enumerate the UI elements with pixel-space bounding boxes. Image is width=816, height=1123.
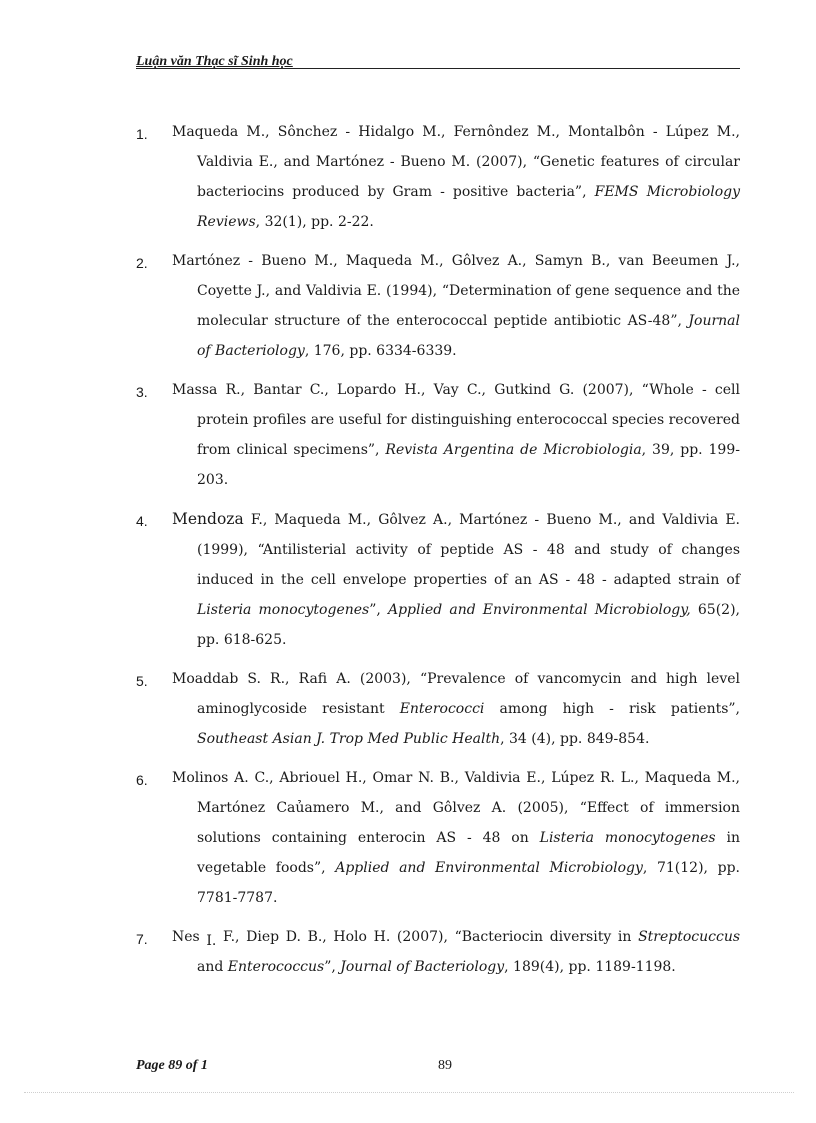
footer-page-number: 89 — [438, 1058, 452, 1073]
reference-number: 1. — [136, 126, 148, 142]
reference-text — [172, 763, 740, 913]
reference-italic-segment: Listeria monocytogenes — [539, 830, 716, 846]
reference-italic-segment: Applied and Environmental Microbiology — [335, 860, 643, 876]
reference-text — [172, 664, 741, 754]
reference-italic-segment: Enterococci — [399, 701, 485, 717]
reference-number: 5. — [136, 673, 148, 689]
reference-number: 4. — [136, 513, 148, 529]
reference-text — [172, 504, 740, 655]
reference-segment: , 189(4), pp. 1189-1198. — [504, 959, 676, 975]
reference-text — [172, 246, 740, 366]
reference-segment: Martónez - Bueno M., Maqueda M., Gôlvez A., Samyn B., van Beeumen J., Coyette J., and Valdivia E. (1994), “Determination of gene sequence and the molecular structure of the enterococcal peptide antibiotic AS-48”, — [172, 253, 740, 329]
reference-item — [136, 246, 740, 366]
reference-italic-segment: Southeast Asian J. Trop Med Public Health — [197, 731, 501, 747]
reference-segment: , 34 (4), pp. 849-854. — [500, 731, 650, 747]
reference-number: 2. — [136, 255, 148, 271]
reference-list — [136, 117, 740, 991]
reference-segment: ”, — [369, 602, 388, 618]
reference-number: 3. — [136, 384, 148, 400]
reference-segment: F., Maqueda M., Gôlvez A., Martónez - Bueno M., and Valdivia E. (1999), “Antilisterial activity of peptide AS - 48 and study of changes induced in the cell envelope properties of an AS - 48 - adapted strain of — [197, 512, 740, 588]
reference-text — [172, 375, 740, 495]
reference-item — [136, 504, 740, 655]
page-header — [136, 50, 740, 69]
reference-segment: 65(2), pp. 618-625. — [197, 602, 740, 648]
reference-segment: , 176, pp. 6334-6339. — [304, 343, 457, 359]
page-footer — [136, 1058, 740, 1078]
reference-italic-segment: Streptocuccus — [638, 929, 741, 945]
reference-number: 7. — [136, 931, 148, 947]
reference-segment: ”, — [324, 959, 341, 975]
reference-segment: Molinos A. C., Abriouel H., Omar N. B., Valdivia E., Lúpez R. L., Maqueda M., Martónez Caủamero M., and Gôlvez A. (2005), “Effect of immersion solutions containing enterocin AS - 48 on — [172, 770, 740, 846]
reference-italic-segment: Journal of Bacteriology — [197, 313, 740, 359]
reference-italic-segment: Revista Argentina de Microbiologia — [385, 442, 642, 458]
reference-segment: and — [197, 959, 228, 975]
footer-page-label: Page 89 of 1 — [136, 1058, 208, 1073]
reference-segment: Mendoza — [172, 510, 244, 528]
reference-segment: Nes — [172, 929, 207, 945]
reference-italic-segment: Applied and Environmental Microbiology, — [387, 602, 691, 618]
reference-italic-segment: Journal of Bacteriology — [340, 959, 505, 975]
reference-segment: Moaddab S. R., Rafi A. (2003), “Prevalence of vancomycin and high level aminoglycoside resistant — [172, 671, 740, 717]
reference-segment: , 71(12), pp. 7781-7787. — [197, 860, 740, 906]
reference-text — [172, 117, 740, 237]
reference-segment: Maqueda M., Sônchez - Hidalgo M., Fernôndez M., Montalbôn - Lúpez M., Valdivia E., and Martónez - Bueno M. (2007), “Genetic features of circular bacteriocins produced by Gram - positive bacteria”, — [172, 124, 740, 200]
reference-italic-segment: FEMS Microbiology Reviews — [197, 184, 740, 230]
reference-segment: among high - risk patients”, — [484, 701, 741, 717]
reference-number: 6. — [136, 772, 148, 788]
reference-item — [136, 922, 740, 982]
header-title: Luận văn Thạc sĩ Sinh học — [136, 54, 293, 69]
reference-item — [136, 763, 740, 913]
reference-segment: I. — [206, 933, 217, 949]
reference-italic-segment: Listeria monocytogenes — [197, 602, 370, 618]
reference-item — [136, 664, 740, 754]
reference-segment: F., Diep D. B., Holo H. (2007), “Bacteriocin diversity in — [216, 929, 639, 945]
reference-segment: , 39, pp. 199-203. — [197, 442, 740, 488]
reference-item — [136, 117, 740, 237]
reference-segment: Massa R., Bantar C., Lopardo H., Vay C., Gutkind G. (2007), “Whole - cell protein profiles are useful for distinguishing enterococcal species recovered from clinical specimens”, — [172, 382, 740, 458]
reference-segment: in vegetable foods”, — [197, 830, 740, 876]
reference-italic-segment: Enterococcus — [227, 959, 325, 975]
reference-item — [136, 375, 740, 495]
reference-text — [172, 922, 741, 982]
reference-segment: , 32(1), pp. 2-22. — [255, 214, 374, 230]
bottom-divider — [24, 1092, 794, 1093]
